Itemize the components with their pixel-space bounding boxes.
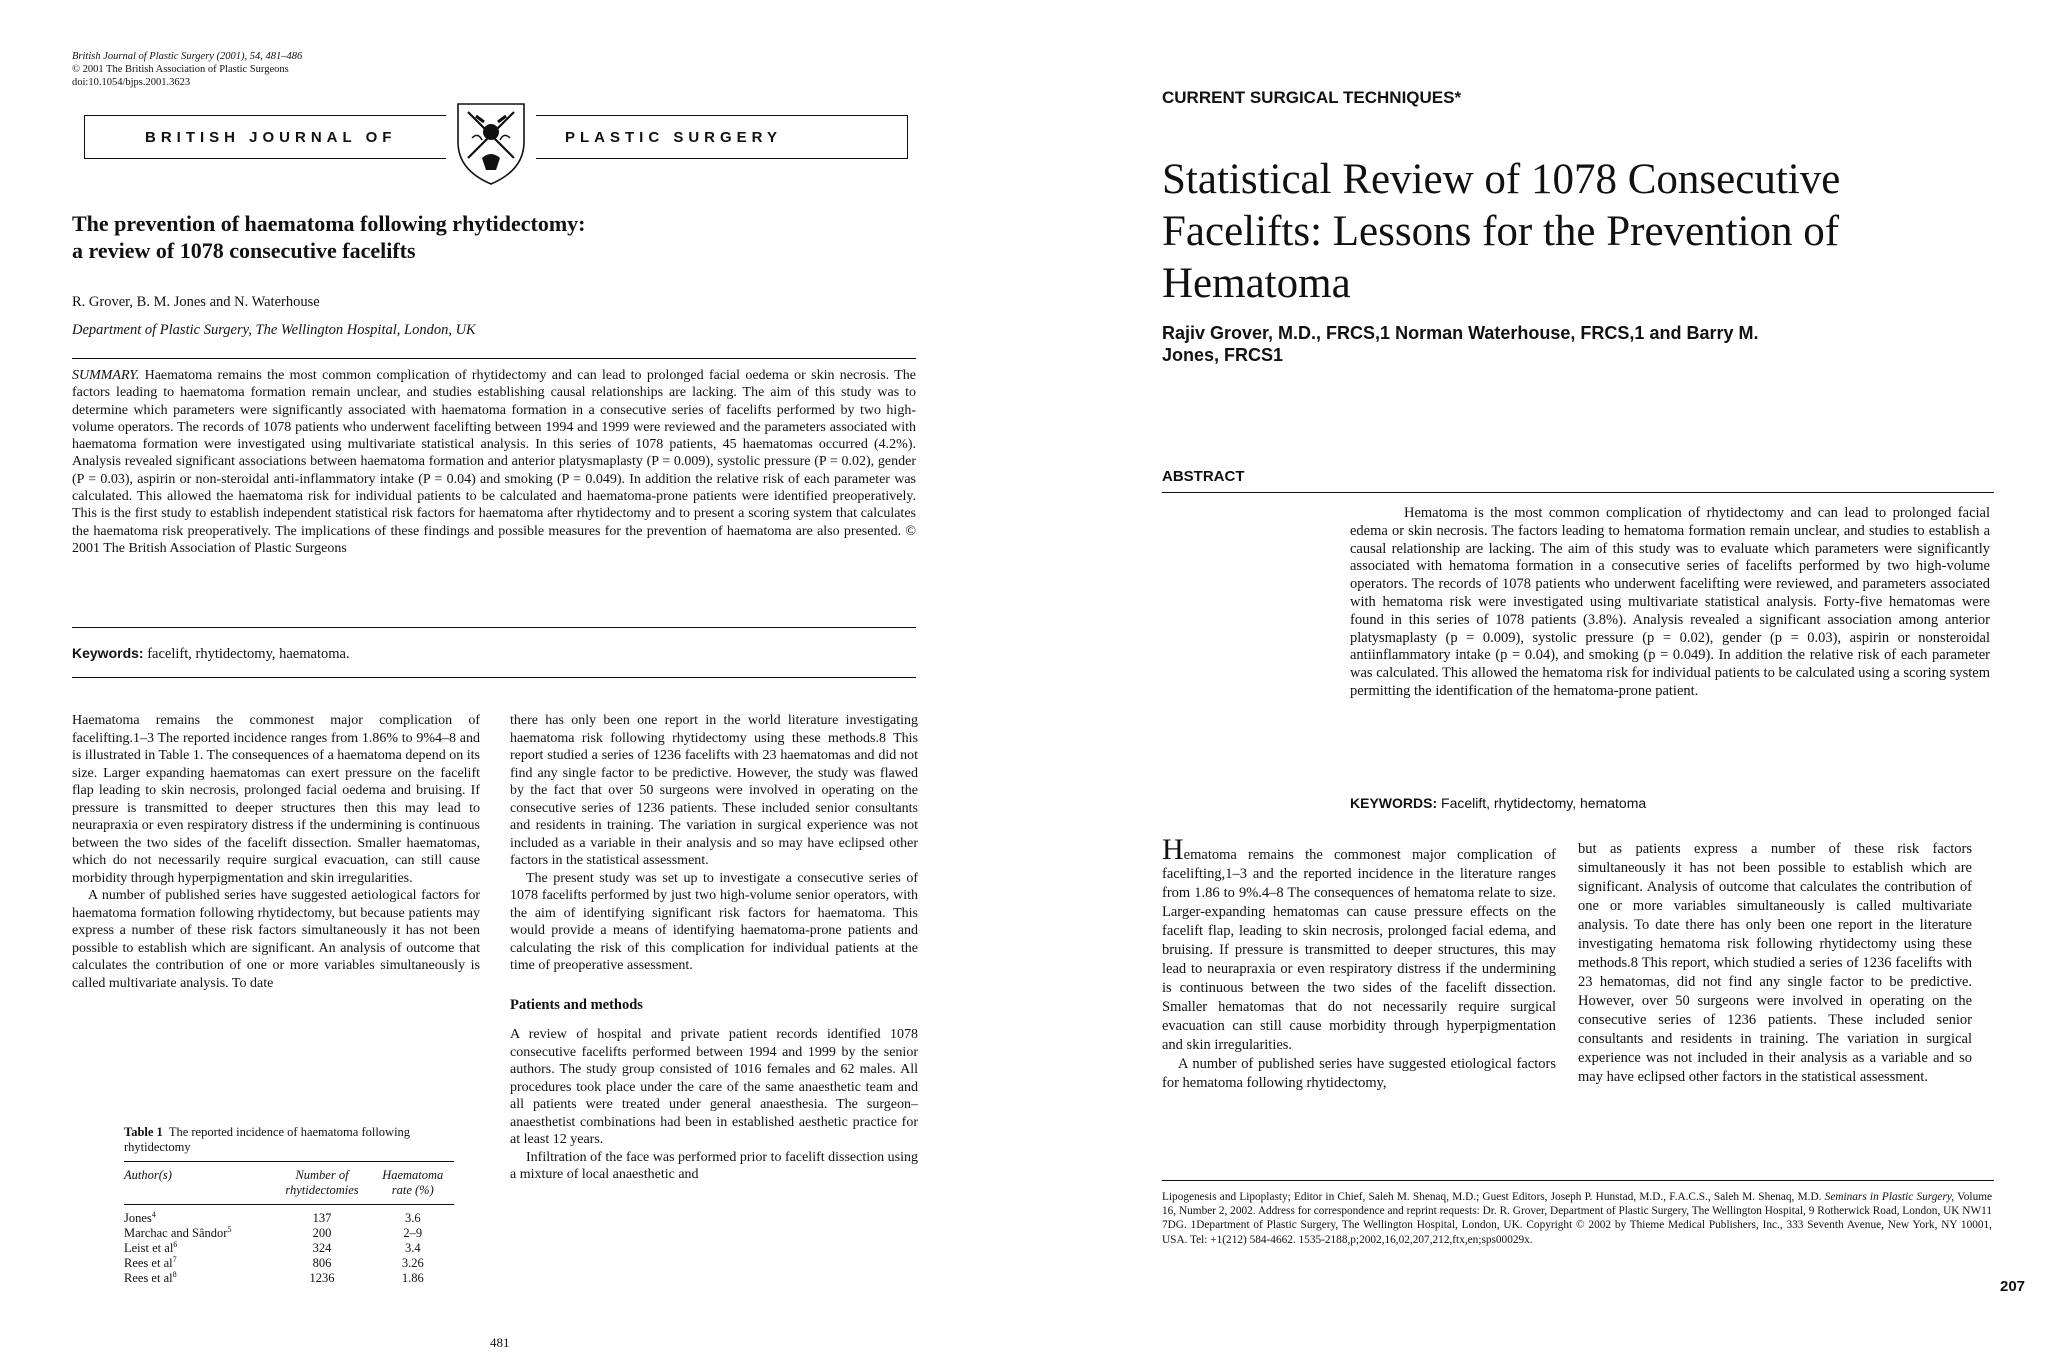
keywords-text: facelift, rhytidectomy, haematoma. bbox=[147, 646, 350, 662]
left-body-column-2 bbox=[510, 712, 918, 1184]
table-header-cell: Author(s) bbox=[124, 1168, 172, 1182]
article-authors: R. Grover, B. M. Jones and N. Waterhouse bbox=[72, 294, 320, 310]
summary-top-rule bbox=[72, 358, 916, 359]
body-paragraph: Infiltration of the face was performed prior to facelift dissection using a mixture of local anaesthetic and bbox=[510, 1149, 918, 1182]
table-row bbox=[124, 1241, 454, 1256]
body-paragraph: A number of published series have suggested etiological factors for hematoma following rhytidectomy, bbox=[1162, 1056, 1556, 1091]
body-paragraph: there has only been one report in the world literature investigating haematoma risk following rhytidectomy using these methods.8 This report studied a series of 1236 facelifts with 23 haematomas and did not find any single factor to be predictive. However, the study was flawed by the fact that over 50 surgeons were involved in operating on the consecutive series of 1236 patients. These included senior consultants and residents in training. The variation in surgical experience was not included as a variable in their analysis and so may have eclipsed other factors in the statistical assessment. bbox=[510, 713, 918, 868]
table-header-cell: Haematoma rate (%) bbox=[382, 1168, 444, 1197]
journal-crest-icon bbox=[446, 98, 536, 188]
table-row bbox=[124, 1211, 454, 1226]
table-cell: Marchac and Sândor bbox=[124, 1226, 228, 1240]
summary-bottom-rule bbox=[72, 627, 916, 628]
banner-left-text: BRITISH JOURNAL OF bbox=[145, 129, 397, 146]
keywords-line bbox=[72, 645, 350, 663]
body-paragraph: but as patients express a number of these risk factors simultaneously it has not been possible to establish which are significant. Analysis of outcome that calculates the contribution of one or more variables simultaneously is called multivariate analysis. To date there has only been one report in the literature investigating hematoma risk following rhytidectomy using these methods.8 This report, which studied a series of 1236 facelifts with 23 hematomas, did not find any single factor to be predictive. However, over 50 surgeons were involved in operating on the consecutive series of 1236 patients. These included senior consultants and residents in training. The variation in surgical experience was not included in their analysis as a variable and so may have eclipsed other factors in the statistical assessment. bbox=[1578, 841, 1972, 1085]
page-number: 481 bbox=[490, 1335, 510, 1350]
abstract-block bbox=[1350, 505, 1990, 701]
table-row bbox=[124, 1256, 454, 1271]
table-cell: 137 bbox=[312, 1211, 332, 1225]
table-cell: 1.86 bbox=[401, 1271, 424, 1285]
summary-block bbox=[72, 367, 916, 557]
summary-text: Haematoma remains the most common complication of rhytidectomy and can lead to prolonged facial oedema or skin necrosis. The factors leading to haematoma formation remain unclear, and studies establishing causal relationships are lacking. The aim of this study was to determine which parameters were significantly associated with haematoma formation in a consecutive series of facelifts performed by two high-volume operators. The records of 1078 patients who underwent facelifting between 1994 and 1999 were reviewed and the parameters associated with haematoma formation were investigated using multivariate statistical analysis. In this series of 1078 patients, 45 haematomas occurred (4.2%). Analysis revealed significant associations between haematoma formation and anterior platysmaplasty (P = 0.009), systolic pressure (P = 0.02), gender (P = 0.03), aspirin or non-steroidal anti-inflammatory intake (P = 0.04) and smoking (P = 0.049). In addition the relative risk of each parameter was calculated. This allowed the haematoma risk for individual patients to be calculated and haematoma-prone patients were identified preoperatively. This is the first study to establish independent statistical risk factors for haematoma after rhytidectomy and to present a scoring system that calculates the haematoma risk preoperatively. The implications of these findings and possible measures for the prevention of haematoma are also presented. © 2001 The British Association of Plastic Surgeons bbox=[72, 368, 916, 556]
footnote-text: Volume 16, Number 2, 2002. Address for correspondence and reprint requests: Dr. R. Grover, Department of Plastic Surgery, The Wellington Hospital, 9 Rotherwick Road, London, UK NW11 7DG. 1Department of Plastic Surgery, The Wellington Hospital, London, UK. Copyright © 2002 by Thieme Medical Publishers, Inc., 333 Seventh Avenue, New York, NY 10001, USA. Tel: +1(212) 584-4662. 1535-2188,p;2002,16,02,207,212,ftx,en;sps00029x. bbox=[1162, 1191, 1993, 1246]
article-authors: Rajiv Grover, M.D., FRCS,1 Norman Waterhouse, FRCS,1 and Barry M. Jones, FRCS1 bbox=[1162, 323, 1759, 365]
body-paragraph: A number of published series have suggested aetiological factors for haematoma formation following rhytidectomy, but because patients may express a number of these risk factors simultaneously it has not been possible to establish which are significant. An analysis of outcome that calculates the contribution of one or more variables simultaneously is called multivariate analysis. To date bbox=[72, 888, 480, 991]
keywords-rule bbox=[72, 677, 916, 678]
right-article-page bbox=[1030, 0, 2066, 1362]
table-cell: Jones bbox=[124, 1211, 152, 1225]
table-cell: 806 bbox=[312, 1256, 332, 1270]
table-header-cell: Number of rhytidectomies bbox=[285, 1168, 359, 1197]
right-body-column-2 bbox=[1578, 840, 1972, 1087]
body-paragraph: Haematoma remains the commonest major complication of facelifting.1–3 The reported incidence ranges from 1.86% to 9%4–8 and is illustrated in Table 1. The consequences of a haematoma depend on its size. Larger expanding haematomas can exert pressure on the facelift flap leading to skin necrosis, prolonged facial oedema and bruising. If pressure is transmitted to deeper structures then this may lead to neurapraxia or even respiratory distress if the undermining is continuous between the two sides of the facelift dissection. Smaller haematomas, which do not necessarily require surgical evacuation, can still cause morbidity through hyperpigmentation and skin irregularities. bbox=[72, 713, 480, 886]
table-row bbox=[124, 1226, 454, 1241]
journal-citation: British Journal of Plastic Surgery (2001), 54, 481–486 bbox=[72, 51, 303, 62]
table-row bbox=[124, 1271, 454, 1286]
table-cell: Rees et al bbox=[124, 1256, 173, 1270]
table-cell-ref: 8 bbox=[172, 1269, 177, 1279]
banner-right-text: PLASTIC SURGERY bbox=[565, 129, 782, 146]
table-cell: 200 bbox=[312, 1226, 332, 1240]
footnote-text: Lipogenesis and Lipoplasty; Editor in Chief, Saleh M. Shenaq, M.D.; Guest Editors, Joseph P. Hunstad, M.D., F.A.C.S., Saleh M. Shenaq, M.D. bbox=[1162, 1191, 1822, 1203]
journal-info bbox=[72, 50, 302, 89]
table-grid bbox=[124, 1168, 454, 1286]
incidence-table bbox=[124, 1125, 454, 1286]
footnote-block bbox=[1162, 1190, 1992, 1247]
table-cell: 1236 bbox=[309, 1271, 335, 1285]
summary-label: SUMMARY. bbox=[72, 368, 140, 383]
article-title bbox=[72, 210, 792, 264]
abstract-rule bbox=[1162, 492, 1994, 493]
left-article-page bbox=[0, 0, 1020, 1362]
keywords-label: KEYWORDS: bbox=[1350, 795, 1438, 811]
table-header-rule bbox=[124, 1204, 454, 1205]
table-caption bbox=[124, 1125, 454, 1155]
footnote-journal: Seminars in Plastic Surgery, bbox=[1824, 1191, 1955, 1203]
page-number: 207 bbox=[2000, 1278, 2026, 1295]
footnote-rule bbox=[1162, 1180, 1994, 1181]
left-body-column-1 bbox=[72, 712, 480, 992]
table-cell-ref: 4 bbox=[151, 1209, 156, 1219]
table-cell-ref: 7 bbox=[172, 1254, 177, 1264]
article-title-line-1: The prevention of haematoma following rhytidectomy: bbox=[72, 211, 586, 236]
article-title: Statistical Review of 1078 Consecutive Facelifts: Lessons for the Prevention of Hematoma bbox=[1162, 156, 1841, 307]
table-cell: 324 bbox=[312, 1241, 332, 1255]
table-cell: 2–9 bbox=[403, 1226, 423, 1240]
article-title-line-2: a review of 1078 consecutive facelifts bbox=[72, 238, 416, 263]
table-top-rule bbox=[124, 1161, 454, 1162]
journal-copyright: © 2001 The British Association of Plastic Surgeons bbox=[72, 64, 289, 75]
table-caption-text: The reported incidence of haematoma following rhytidectomy bbox=[124, 1125, 411, 1154]
keywords-label: Keywords: bbox=[72, 645, 144, 661]
table-cell: Leist et al bbox=[124, 1241, 174, 1255]
drop-cap: H bbox=[1162, 833, 1184, 866]
body-paragraph bbox=[1162, 833, 1556, 1055]
right-body-column-1 bbox=[1162, 833, 1556, 1093]
table-header-row bbox=[124, 1168, 454, 1198]
table-cell-ref: 5 bbox=[227, 1224, 232, 1234]
table-cell: 3.6 bbox=[404, 1211, 421, 1225]
table-cell: Rees et al bbox=[124, 1271, 173, 1285]
table-label: Table 1 bbox=[124, 1125, 163, 1139]
keywords-line bbox=[1350, 795, 1646, 811]
section-heading: Patients and methods bbox=[510, 996, 643, 1013]
abstract-heading: ABSTRACT bbox=[1162, 468, 1245, 485]
table-cell: 3.26 bbox=[401, 1256, 424, 1270]
keywords-text: Facelift, rhytidectomy, hematoma bbox=[1441, 795, 1647, 811]
section-label: CURRENT SURGICAL TECHNIQUES* bbox=[1162, 88, 1462, 107]
abstract-text: Hematoma is the most common complication of rhytidectomy and can lead to prolonged facial edema or skin necrosis. The factors leading to hematoma formation remain unclear, and studies to establish a causal relationship are lacking. The aim of this study was to evaluate which parameters were significantly associated with hematoma formation in a consecutive series of facelifts performed by two high-volume operators. The records of 1078 patients who underwent facelifting were reviewed, and parameters associated with hematoma risk were investigated using multivariate statistical analysis. Forty-five hematomas were found in this series of 1078 patients (3.8%). Analysis revealed a significant association among anterior platysmaplasty (p = 0.009), systolic pressure (p = 0.02), gender (p = 0.03), aspirin or nonsteroidal antiinflammatory intake (p = 0.04), and smoking (p = 0.049). In addition the relative risk of each parameter was calculated. This allowed the hematoma risk for individual patients to be calculated using a scoring system permitting the identification of the hematoma-prone patient. bbox=[1350, 505, 1990, 699]
body-paragraph-text: ematoma remains the commonest major complication of facelifting,1–3 and the reported incidence in the literature ranges from 1.86 to 9%.4–8 The consequences of hematoma relate to size. Larger-expanding hematomas can cause pressure effects on the facelift flap, leading to skin necrosis, prolonged facial edema, and bruising. If pressure is transmitted to deeper structures, this may lead to neurapraxia or even respiratory distress if the undermining is continuous between the two sides of the facelift dissection. Smaller hematomas that do not necessarily require surgical evacuation can still cause morbidity through hyperpigmentation and skin irregularities. bbox=[1162, 847, 1556, 1053]
article-affiliation: Department of Plastic Surgery, The Wellington Hospital, London, UK bbox=[72, 322, 476, 338]
body-paragraph: The present study was set up to investigate a consecutive series of 1078 facelifts performed by just two high-volume senior operators, with the aim of identifying significant risk factors for haematoma. This would provide a means of identifying haematoma-prone patients and calculating the risk of this complication for individual patients at the time of preoperative assessment. bbox=[510, 870, 918, 973]
journal-doi: doi:10.1054/bjps.2001.3623 bbox=[72, 77, 191, 88]
table-cell: 3.4 bbox=[404, 1241, 421, 1255]
table-cell-ref: 6 bbox=[173, 1239, 178, 1249]
body-paragraph: A review of hospital and private patient records identified 1078 consecutive facelifts performed between 1994 and 1999 by the senior authors. The study group consisted of 1016 females and 62 males. All procedures took place under the care of the same anaesthetic team and all patients were treated under general anaesthesia. The surgeon–anaesthetist combinations had been in established aesthetic practice for at least 12 years. bbox=[510, 1027, 918, 1147]
